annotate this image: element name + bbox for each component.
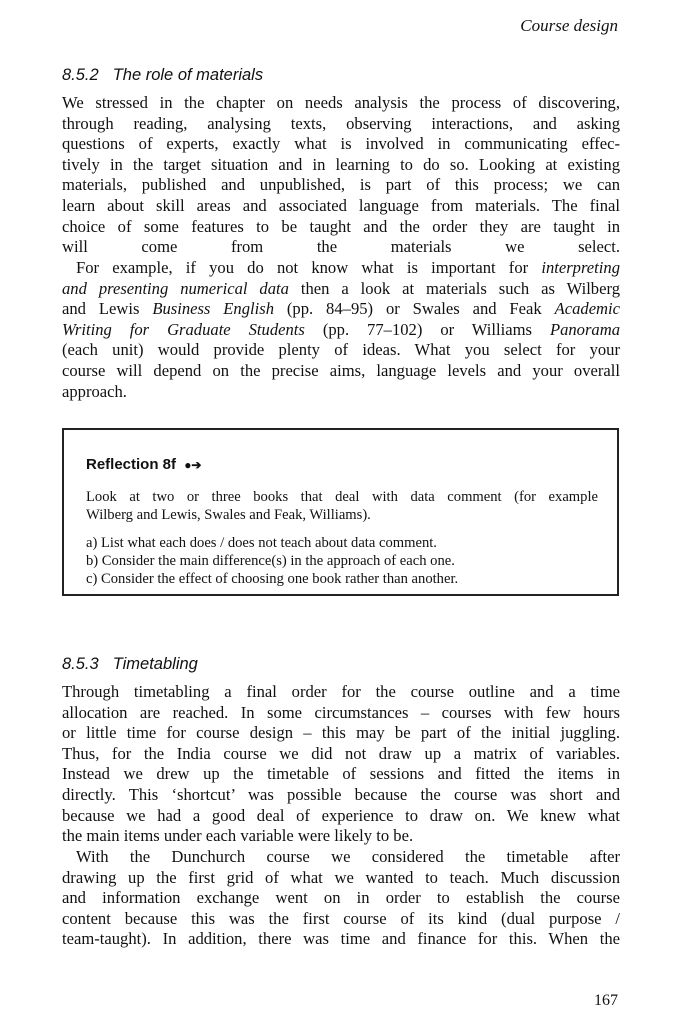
text-line [62, 175, 620, 196]
text: and Lewis [62, 299, 153, 319]
paragraph-3 [62, 682, 620, 847]
text-line [62, 929, 620, 950]
text-line [62, 155, 620, 176]
text: tively in the target situation and in learning to do so. Looking at existing [62, 154, 620, 174]
italic-text: interpreting [541, 258, 620, 277]
text-line [62, 196, 620, 217]
text: approach. [62, 381, 127, 401]
text-line [62, 764, 620, 785]
text-line [62, 682, 620, 703]
text: Thus, for the India course we did not draw up a matrix of variables. [62, 743, 620, 763]
text-line [62, 382, 620, 403]
text: will come from the materials we select. [62, 237, 620, 257]
reflection-intro [86, 488, 598, 524]
reflection-title-text: Reflection 8f [86, 456, 177, 473]
text: Instead we drew up the timetable of sessions and fitted the items in [62, 764, 620, 784]
paragraph-4 [62, 847, 620, 950]
section-heading-materials [62, 66, 263, 85]
running-head: Course design [520, 16, 618, 35]
italic-text: Writing for Graduate Students [62, 319, 305, 339]
reflection-item: a) List what each does / does not teach about data comment. [86, 535, 437, 551]
text: then a look at materials such as Wilberg [288, 278, 620, 298]
section-title: The role of materials [112, 66, 264, 84]
text-line [62, 888, 620, 909]
text-line [62, 826, 620, 847]
text-line [62, 703, 620, 724]
text: materials, published and unpublished, is part of this process; we can [62, 175, 620, 195]
italic-text: and presenting numerical data [62, 278, 289, 298]
text-line [62, 361, 620, 382]
text-line [62, 217, 620, 238]
reflection-list [86, 534, 598, 588]
text-line [62, 744, 620, 765]
italic-text: Business English [152, 299, 274, 319]
text: choice of some features to be taught and the order they are taught in [62, 216, 620, 236]
text: team-taught). In addition, there was time and finance for this. When the [62, 929, 620, 949]
text-line [62, 723, 620, 744]
text-line [62, 237, 620, 258]
text: and information exchange went on in order to establish the course [62, 888, 620, 908]
text: course will depend on the precise aims, language levels and your overall [62, 360, 620, 380]
text-line [62, 847, 620, 868]
text: drawing up the first grid of what we wanted to teach. Much discussion [62, 867, 620, 887]
text-line [62, 909, 620, 930]
page-number: 167 [594, 992, 618, 1009]
reflection-intro-line: Look at two or three books that deal with data comment (for example [86, 489, 598, 505]
text-line [62, 785, 620, 806]
text: With the Dunchurch course we considered the timetable after [76, 847, 620, 866]
key-arrow-icon: ●➔ [184, 458, 202, 472]
text: Through timetabling a final order for the course outline and a time [62, 682, 620, 701]
reflection-item: b) Consider the main difference(s) in the approach of each one. [86, 553, 455, 569]
italic-text: Panorama [549, 319, 620, 339]
text-line [62, 299, 620, 320]
text: We stressed in the chapter on needs analysis the process of discovering, [62, 93, 620, 112]
paragraph-1 [62, 93, 620, 258]
text: (each unit) would provide plenty of ideas. What you select for your [62, 340, 620, 360]
text: content because this was the first course of its kind (dual purpose / [62, 908, 620, 928]
section-title: Timetabling [112, 655, 198, 673]
text-line [62, 806, 620, 827]
text: through reading, analysing texts, observing interactions, and asking [62, 113, 620, 133]
text-line [62, 93, 620, 114]
reflection-item: c) Consider the effect of choosing one book rather than another. [86, 571, 459, 587]
text: because we had a good deal of experience to draw on. We knew what [62, 805, 620, 825]
paragraph-2 [62, 258, 620, 402]
text: the main items under each variable were likely to be. [62, 826, 414, 846]
reflection-intro-line: Wilberg and Lewis, Swales and Feak, Williams). [86, 507, 371, 523]
text-line [62, 258, 620, 279]
text-line [62, 320, 620, 341]
section-number: 8.5.3 [62, 655, 99, 673]
text-line [62, 114, 620, 135]
text: (pp. 77–102) or Williams [304, 319, 550, 339]
reflection-box [62, 428, 619, 596]
text: (pp. 84–95) or Swales and Feak [274, 299, 555, 319]
text: allocation are reached. In some circumstances – courses with few hours [62, 702, 620, 722]
text: learn about skill areas and associated language from materials. The final [62, 195, 620, 215]
text: or little time for course design – this may be part of the initial juggling. [62, 723, 620, 743]
text: questions of experts, exactly what is involved in communicating effec- [62, 134, 620, 154]
text-line [62, 134, 620, 155]
text: For example, if you do not know what is important for [76, 258, 542, 277]
reflection-title [86, 456, 202, 473]
text-line [62, 279, 620, 300]
italic-text: Academic [554, 299, 621, 319]
text-line [62, 340, 620, 361]
section-heading-timetabling [62, 655, 198, 674]
section-number: 8.5.2 [62, 66, 99, 84]
text-line [62, 868, 620, 889]
text: directly. This ‘shortcut’ was possible because the course was short and [62, 784, 620, 804]
